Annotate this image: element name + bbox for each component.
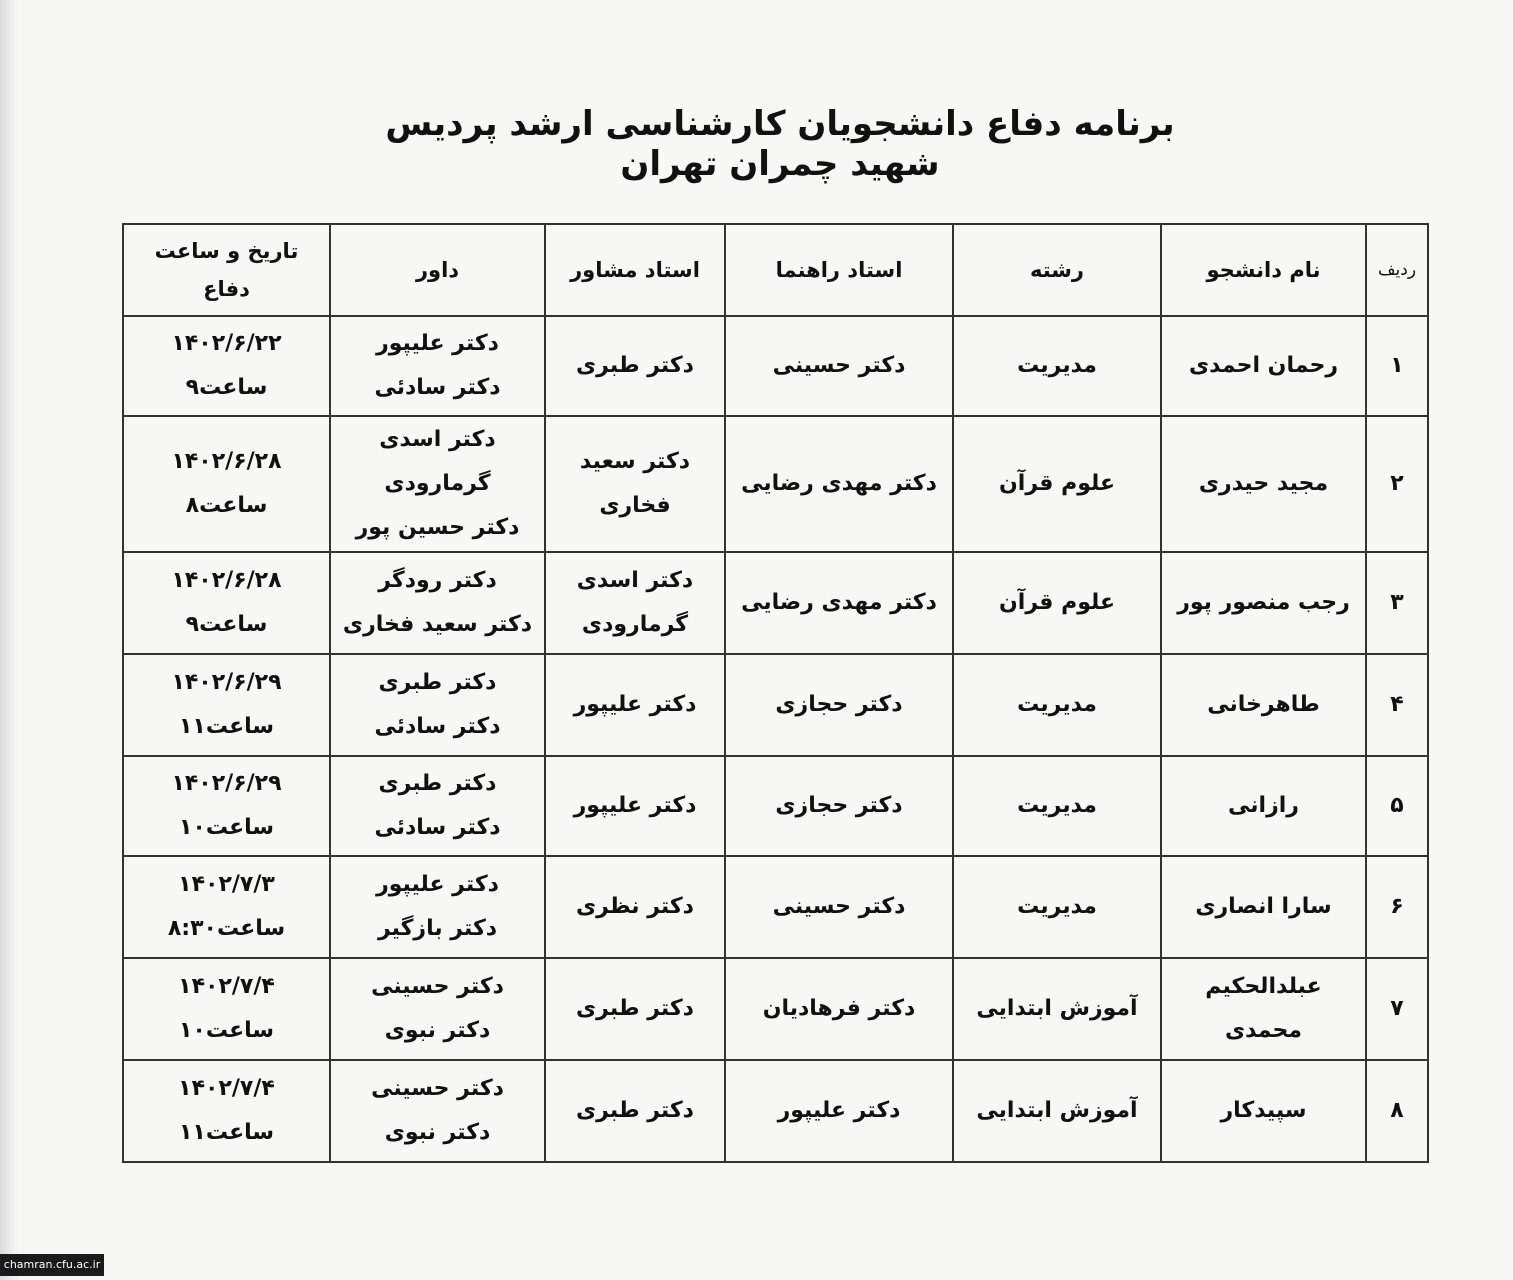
defense-date: ۱۴۰۲/۷/۴ (178, 1076, 275, 1101)
page-title: برنامه دفاع دانشجویان کارشناسی ارشد پردیس شهید چمران تهران (385, 104, 1175, 184)
field-cell-line: مدیریت (1017, 894, 1097, 919)
supervisor-cell (725, 416, 953, 552)
table-row (123, 552, 1428, 654)
field-cell (953, 1060, 1161, 1162)
field-cell-line: آموزش ابتدایی (976, 1098, 1138, 1123)
advisor-cell-line: فخاری (599, 493, 671, 518)
supervisor-cell (725, 756, 953, 856)
field-cell (953, 316, 1161, 416)
defense-datetime-cell (123, 552, 330, 654)
referee-cell-line: دکتر علیپور (376, 872, 499, 897)
advisor-cell-line: دکتر اسدی (576, 568, 694, 593)
defense-time: ساعت۱۱ (178, 1120, 275, 1145)
field-cell (953, 756, 1161, 856)
advisor-cell (545, 654, 725, 756)
header-datetime-line1: تاریخ و ساعت (154, 239, 299, 263)
defense-time: ساعت۱۰ (178, 1018, 275, 1043)
student-name-cell (1161, 756, 1366, 856)
table-row (123, 958, 1428, 1060)
header-advisor: استاد مشاور (545, 224, 725, 316)
row-number-cell: ۳ (1366, 552, 1428, 654)
supervisor-cell (725, 958, 953, 1060)
referee-cell-line: دکتر حسین پور (355, 515, 520, 540)
header-referee: داور (330, 224, 545, 316)
defense-date: ۱۴۰۲/۷/۳ (178, 872, 275, 897)
row-number-cell: ۵ (1366, 756, 1428, 856)
advisor-cell-line: دکتر نظری (576, 894, 694, 919)
supervisor-cell-line: دکتر حسینی (772, 894, 906, 919)
referee-cell-line: دکتر سادئی (374, 815, 501, 840)
advisor-cell (545, 958, 725, 1060)
defense-datetime-cell (123, 416, 330, 552)
supervisor-cell-line: دکتر مهدی رضایی (741, 471, 937, 496)
referee-cell-line: دکتر نبوی (384, 1018, 491, 1043)
referee-cell (330, 552, 545, 654)
site-watermark: chamran.cfu.ac.ir (0, 1254, 104, 1276)
advisor-cell-line: دکتر سعید (579, 449, 691, 474)
table-row (123, 756, 1428, 856)
header-datetime-line2: دفاع (203, 277, 250, 301)
supervisor-cell (725, 654, 953, 756)
student-name-cell (1161, 1060, 1366, 1162)
referee-cell (330, 1060, 545, 1162)
header-defense-datetime (123, 224, 330, 316)
student-name-cell (1161, 552, 1366, 654)
schedule-body (123, 316, 1428, 1162)
referee-cell (330, 416, 545, 552)
advisor-cell (545, 1060, 725, 1162)
field-cell-line: علوم قرآن (999, 590, 1115, 615)
student-name-cell (1161, 316, 1366, 416)
defense-datetime-cell (123, 316, 330, 416)
defense-date: ۱۴۰۲/۶/۲۹ (171, 670, 282, 695)
student-name-cell-line: رجب منصور پور (1177, 590, 1350, 615)
defense-time: ساعت۱۰ (178, 815, 275, 840)
defense-datetime-cell (123, 654, 330, 756)
defense-time: ساعت۹ (185, 375, 268, 400)
supervisor-cell-line: دکتر مهدی رضایی (741, 590, 937, 615)
supervisor-cell (725, 552, 953, 654)
field-cell (953, 856, 1161, 958)
student-name-cell-line: عبلدالحکیم (1205, 974, 1322, 999)
supervisor-cell-line: دکتر حجازی (775, 692, 903, 717)
referee-cell-line: دکتر سادئی (374, 375, 501, 400)
defense-date: ۱۴۰۲/۶/۲۹ (171, 771, 282, 796)
defense-schedule-table (122, 223, 1429, 1163)
referee-cell-line: دکتر سعید فخاری (342, 612, 533, 637)
field-cell (953, 552, 1161, 654)
student-name-cell-line: مجید حیدری (1198, 471, 1329, 496)
defense-date: ۱۴۰۲/۶/۲۲ (171, 331, 282, 356)
defense-date: ۱۴۰۲/۷/۴ (178, 974, 275, 999)
defense-datetime-cell (123, 856, 330, 958)
defense-date: ۱۴۰۲/۶/۲۸ (171, 568, 282, 593)
student-name-cell (1161, 856, 1366, 958)
student-name-cell (1161, 654, 1366, 756)
advisor-cell-line: دکتر طبری (576, 353, 694, 378)
header-row-number: ردیف (1366, 224, 1428, 316)
advisor-cell-line: دکتر طبری (576, 1098, 694, 1123)
table-row (123, 856, 1428, 958)
header-row (123, 224, 1428, 316)
supervisor-cell-line: دکتر حجازی (775, 793, 903, 818)
supervisor-cell (725, 316, 953, 416)
referee-cell-line: دکتر رودگر (378, 568, 497, 593)
supervisor-cell (725, 856, 953, 958)
referee-cell (330, 316, 545, 416)
student-name-cell-line: محمدی (1224, 1018, 1303, 1043)
referee-cell-line: دکتر سادئی (374, 714, 501, 739)
student-name-cell-line: رازانی (1228, 793, 1299, 818)
student-name-cell-line: سارا انصاری (1195, 894, 1332, 919)
row-number-cell: ۸ (1366, 1060, 1428, 1162)
field-cell-line: مدیریت (1017, 692, 1097, 717)
defense-time: ساعت۸ (185, 493, 268, 518)
defense-datetime-cell (123, 1060, 330, 1162)
advisor-cell-line: گرمارودی (581, 612, 689, 637)
row-number-cell: ۲ (1366, 416, 1428, 552)
referee-cell (330, 958, 545, 1060)
supervisor-cell-line: دکتر علیپور (777, 1098, 901, 1123)
supervisor-cell (725, 1060, 953, 1162)
advisor-cell-line: دکتر علیپور (573, 692, 697, 717)
header-field: رشته (953, 224, 1161, 316)
field-cell-line: علوم قرآن (999, 471, 1115, 496)
defense-time: ساعت۸:۳۰ (167, 916, 286, 941)
defense-time: ساعت۱۱ (178, 714, 275, 739)
table-row (123, 416, 1428, 552)
row-number-cell: ۴ (1366, 654, 1428, 756)
table-row (123, 654, 1428, 756)
referee-cell-line: دکتر طبری (378, 670, 497, 695)
referee-cell-line: دکتر طبری (378, 771, 497, 796)
referee-cell (330, 856, 545, 958)
referee-cell-line: گرمارودی (384, 471, 491, 496)
field-cell (953, 416, 1161, 552)
student-name-cell (1161, 958, 1366, 1060)
field-cell (953, 958, 1161, 1060)
supervisor-cell-line: دکتر فرهادیان (762, 996, 916, 1021)
header-supervisor: استاد راهنما (725, 224, 953, 316)
advisor-cell (545, 552, 725, 654)
defense-time: ساعت۹ (185, 612, 268, 637)
advisor-cell-line: دکتر طبری (576, 996, 694, 1021)
referee-cell (330, 756, 545, 856)
scan-edge-shadow (0, 0, 18, 1280)
row-number-cell: ۶ (1366, 856, 1428, 958)
advisor-cell (545, 856, 725, 958)
field-cell (953, 654, 1161, 756)
row-number-cell: ۷ (1366, 958, 1428, 1060)
field-cell-line: آموزش ابتدایی (976, 996, 1138, 1021)
student-name-cell-line: رحمان احمدی (1189, 353, 1338, 378)
referee-cell-line: دکتر حسینی (371, 1076, 504, 1101)
field-cell-line: مدیریت (1017, 353, 1097, 378)
student-name-cell (1161, 416, 1366, 552)
student-name-cell-line: سپیدکار (1220, 1098, 1307, 1123)
table-row (123, 1060, 1428, 1162)
defense-datetime-cell (123, 756, 330, 856)
supervisor-cell-line: دکتر حسینی (772, 353, 906, 378)
referee-cell-line: دکتر اسدی (379, 427, 496, 452)
student-name-cell-line: طاهرخانی (1207, 692, 1320, 717)
row-number-cell: ۱ (1366, 316, 1428, 416)
header-student-name: نام دانشجو (1161, 224, 1366, 316)
referee-cell (330, 654, 545, 756)
table-row (123, 316, 1428, 416)
referee-cell-line: دکتر بازگیر (377, 916, 498, 941)
referee-cell-line: دکتر علیپور (376, 331, 499, 356)
referee-cell-line: دکتر نبوی (384, 1120, 491, 1145)
defense-datetime-cell (123, 958, 330, 1060)
referee-cell-line: دکتر حسینی (371, 974, 504, 999)
advisor-cell-line: دکتر علیپور (573, 793, 697, 818)
field-cell-line: مدیریت (1017, 793, 1097, 818)
advisor-cell (545, 756, 725, 856)
defense-date: ۱۴۰۲/۶/۲۸ (171, 449, 282, 474)
advisor-cell (545, 416, 725, 552)
advisor-cell (545, 316, 725, 416)
